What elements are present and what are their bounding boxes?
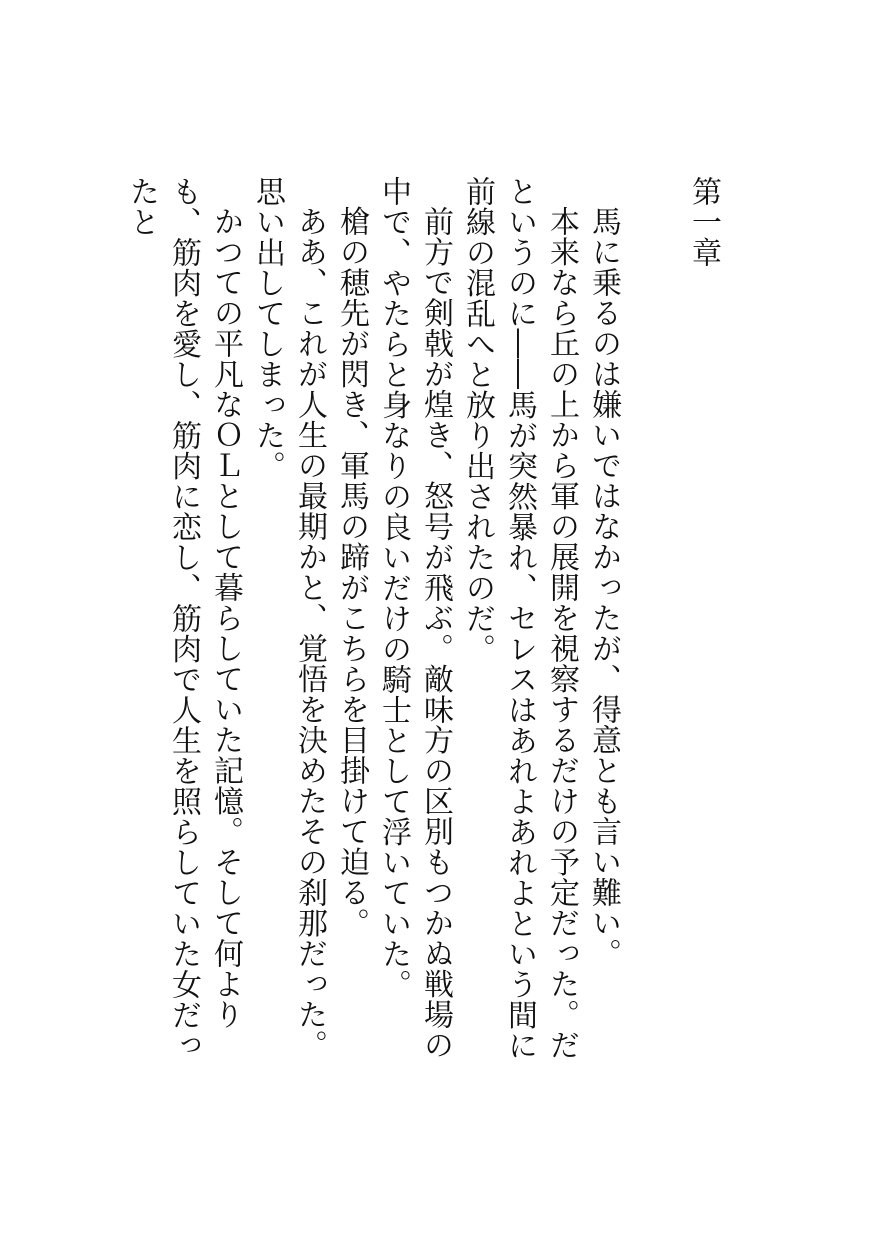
paragraph: 前方で剣戟が煌き、怒号が飛ぶ。敵味方の区別もつかぬ戦場の中で、やたらと身なりの良いだけの騎士として浮いていた。 xyxy=(376,176,453,1060)
vertical-text-body xyxy=(120,176,724,1076)
paragraph: ああ、これが人生の最期かと、覚悟を決めたその刹那だった。思い出してしまった。 xyxy=(250,176,327,1060)
paragraph: かつての平凡なＯＬとして暮らしていた記憶。そして何よりも、筋肉を愛し、筋肉に恋し、筋肉で人生を照らしていた女だったと xyxy=(124,176,243,1061)
paragraph: 本来なら丘の上から軍の展開を視察するだけの予定だった。だというのに――馬が突然暴れ、セレスはあれよあれよという間に前線の混乱へと放り出されたのだ。 xyxy=(460,176,579,1061)
paragraph: 槍の穂先が閃き、軍馬の蹄がこちらを目掛けて迫る。 xyxy=(334,206,369,938)
chapter-title: 第一章 xyxy=(686,176,721,268)
paragraph: 馬に乗るのは嫌いではなかったが、得意とも言い難い。 xyxy=(586,206,621,969)
